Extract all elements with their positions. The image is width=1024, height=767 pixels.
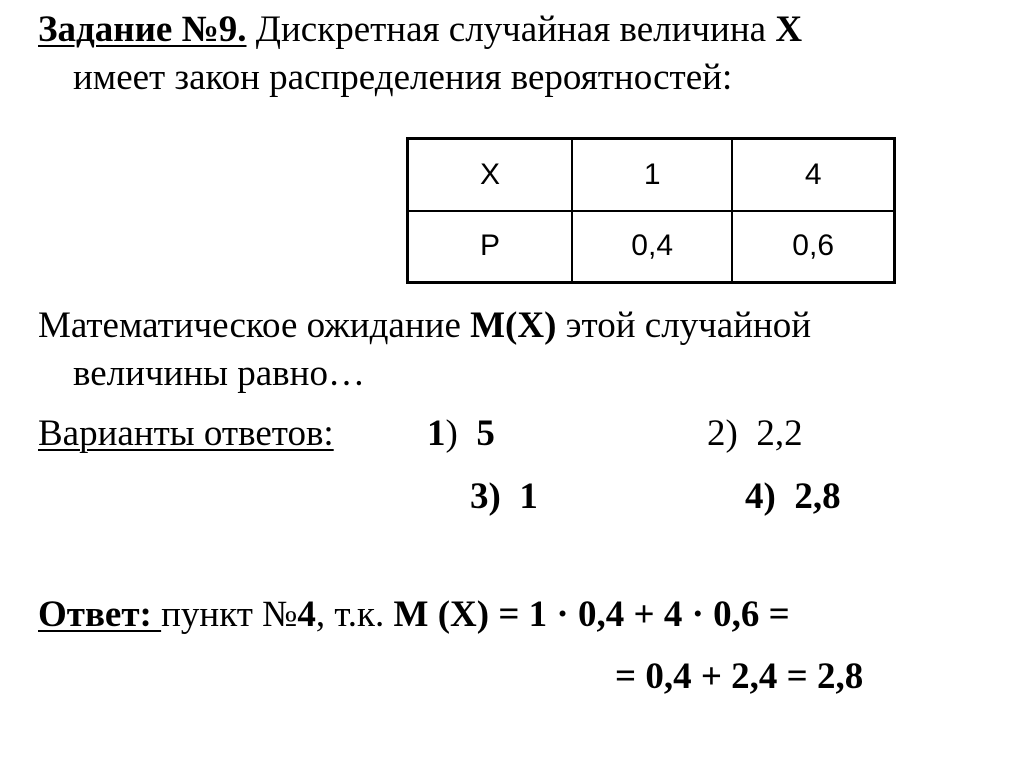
- question-line-2: [73, 352, 365, 396]
- option-number: 3): [470, 476, 501, 517]
- task-text-2: имеет закон распределения вероятностей:: [73, 57, 733, 98]
- question-line-1: [38, 304, 811, 348]
- option-4: [745, 475, 841, 519]
- option-1: [427, 412, 495, 456]
- task-variable: X: [775, 9, 803, 50]
- answer-label: Ответ:: [38, 594, 162, 635]
- table-cell: 1: [572, 139, 732, 211]
- task-text-1: Дискретная случайная величина: [246, 9, 776, 50]
- option-3: [470, 475, 538, 519]
- option-number: 4): [745, 476, 776, 517]
- option-number: 2): [707, 413, 738, 454]
- answer-formula-2: = 0,4 + 2,4 = 2,8: [615, 656, 864, 697]
- table-cell: 0,4: [572, 211, 732, 283]
- task-line-1: [38, 8, 802, 52]
- table-cell: 0,6: [732, 211, 894, 283]
- question-text-2: этой случайной: [556, 305, 812, 346]
- answer-line-1: [38, 593, 790, 637]
- table-cell: P: [408, 211, 573, 283]
- option-value: 1: [519, 476, 538, 517]
- option-2: [707, 412, 803, 456]
- answer-number: 4: [297, 594, 316, 635]
- answer-line-2: [615, 655, 863, 699]
- task-label: Задание №9.: [38, 9, 247, 50]
- question-text-1: Математическое ожидание: [38, 305, 471, 346]
- task-line-2: [73, 56, 732, 100]
- option-value: 2,8: [794, 476, 841, 517]
- option-paren: ): [445, 413, 458, 454]
- option-number: 1: [427, 413, 446, 454]
- table-cell: 4: [732, 139, 894, 211]
- table-row: [408, 139, 895, 211]
- table-row: [408, 211, 895, 283]
- answer-text-1: пункт №: [161, 594, 298, 635]
- table-cell: X: [408, 139, 573, 211]
- option-value: 5: [476, 413, 495, 454]
- options-line-1: [38, 412, 334, 456]
- option-value: 2,2: [756, 413, 803, 454]
- options-label: Варианты ответов:: [38, 413, 334, 454]
- distribution-table: [406, 137, 896, 284]
- answer-formula-1: M (X) = 1 · 0,4 + 4 · 0,6 =: [393, 594, 790, 635]
- question-text-3: величины равно…: [73, 353, 365, 394]
- answer-text-2: , т.к.: [315, 594, 394, 635]
- question-expression: M(X): [470, 305, 557, 346]
